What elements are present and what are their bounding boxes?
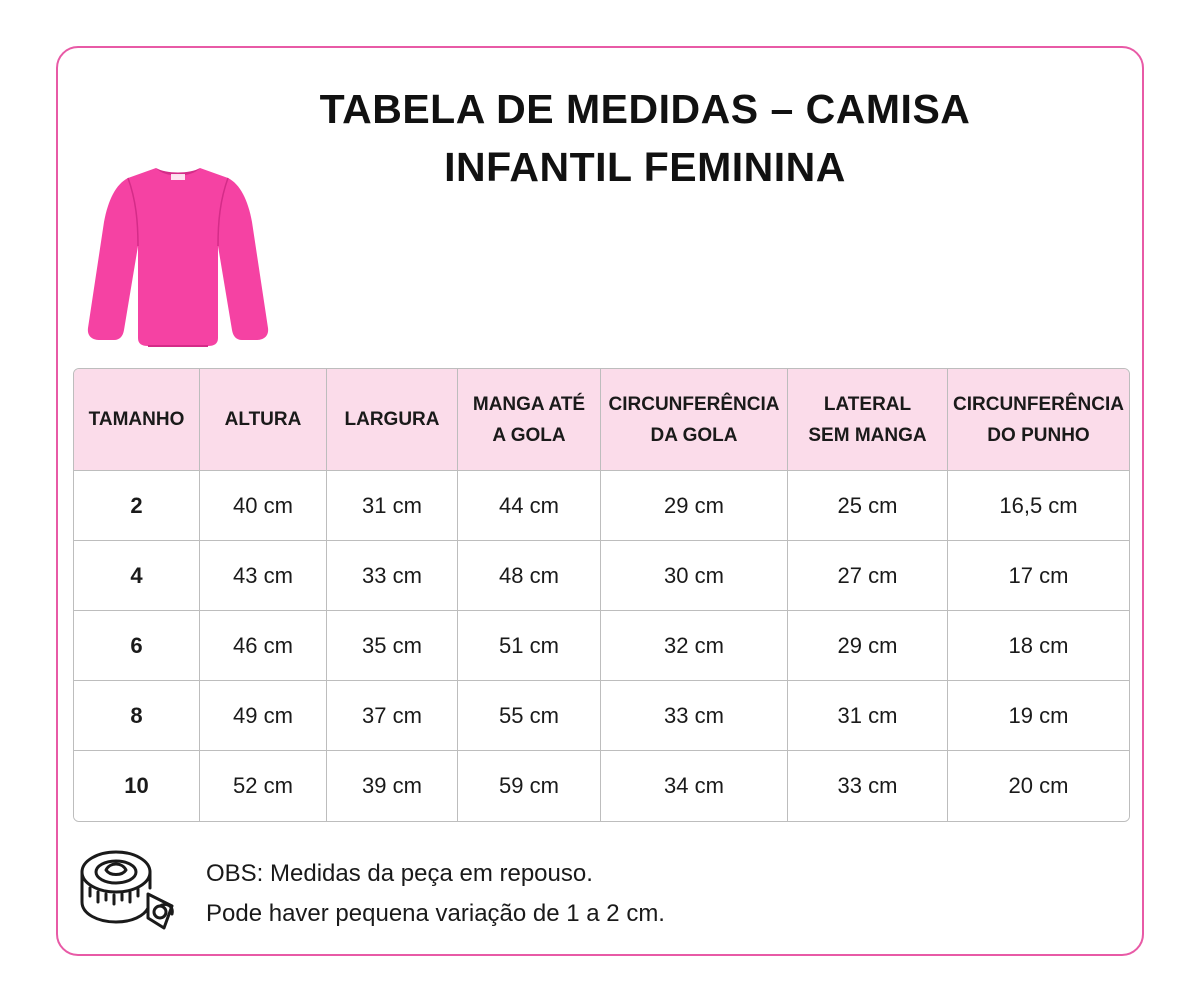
header-altura: ALTURA bbox=[200, 369, 327, 471]
table-cell: 49 cm bbox=[200, 681, 327, 751]
table-cell: 25 cm bbox=[788, 471, 948, 541]
title-line-1: TABELA DE MEDIDAS – CAMISA bbox=[319, 86, 971, 132]
table-row bbox=[74, 541, 1129, 611]
table-cell: 33 cm bbox=[788, 751, 948, 821]
table-cell: 59 cm bbox=[458, 751, 601, 821]
table-cell: 8 bbox=[74, 681, 200, 751]
table-cell: 31 cm bbox=[327, 471, 458, 541]
table-cell: 30 cm bbox=[601, 541, 788, 611]
table-cell: 6 bbox=[74, 611, 200, 681]
table-cell: 33 cm bbox=[327, 541, 458, 611]
table-cell: 55 cm bbox=[458, 681, 601, 751]
obs-line-1: OBS: Medidas da peça em repouso. bbox=[206, 860, 593, 887]
table-cell: 43 cm bbox=[200, 541, 327, 611]
table-row bbox=[74, 681, 1129, 751]
table-cell: 32 cm bbox=[601, 611, 788, 681]
obs-line-2: Pode haver pequena variação de 1 a 2 cm. bbox=[206, 900, 665, 927]
header-largura: LARGURA bbox=[327, 369, 458, 471]
table-cell: 34 cm bbox=[601, 751, 788, 821]
table-cell: 46 cm bbox=[200, 611, 327, 681]
table-cell: 29 cm bbox=[601, 471, 788, 541]
table-cell: 27 cm bbox=[788, 541, 948, 611]
table-cell: 37 cm bbox=[327, 681, 458, 751]
table-row bbox=[74, 611, 1129, 681]
table-cell: 29 cm bbox=[788, 611, 948, 681]
table-cell: 51 cm bbox=[458, 611, 601, 681]
size-table bbox=[73, 368, 1130, 822]
header-circunferencia-punho: CIRCUNFERÊNCIA DO PUNHO bbox=[948, 369, 1129, 471]
table-cell: 10 bbox=[74, 751, 200, 821]
table-cell: 16,5 cm bbox=[948, 471, 1129, 541]
table-cell: 18 cm bbox=[948, 611, 1129, 681]
table-cell: 31 cm bbox=[788, 681, 948, 751]
measuring-tape-icon bbox=[76, 844, 182, 934]
table-header-row bbox=[74, 369, 1129, 471]
table-cell: 48 cm bbox=[458, 541, 601, 611]
header-manga: MANGA ATÉ A GOLA bbox=[458, 369, 601, 471]
table-cell: 35 cm bbox=[327, 611, 458, 681]
observation-note bbox=[206, 854, 665, 934]
table-cell: 20 cm bbox=[948, 751, 1129, 821]
table-cell: 52 cm bbox=[200, 751, 327, 821]
table-cell: 19 cm bbox=[948, 681, 1129, 751]
table-row bbox=[74, 751, 1129, 821]
table-cell: 4 bbox=[74, 541, 200, 611]
table-cell: 39 cm bbox=[327, 751, 458, 821]
table-cell: 44 cm bbox=[458, 471, 601, 541]
header-circunferencia-gola: CIRCUNFERÊNCIA DA GOLA bbox=[601, 369, 788, 471]
table-row bbox=[74, 471, 1129, 541]
header-tamanho: TAMANHO bbox=[74, 369, 200, 471]
table-cell: 33 cm bbox=[601, 681, 788, 751]
page-title bbox=[250, 80, 1040, 196]
table-cell: 2 bbox=[74, 471, 200, 541]
table-cell: 40 cm bbox=[200, 471, 327, 541]
table-cell: 17 cm bbox=[948, 541, 1129, 611]
title-line-2: INFANTIL FEMININA bbox=[444, 144, 846, 190]
long-sleeve-shirt-icon bbox=[78, 160, 278, 352]
header-lateral: LATERAL SEM MANGA bbox=[788, 369, 948, 471]
